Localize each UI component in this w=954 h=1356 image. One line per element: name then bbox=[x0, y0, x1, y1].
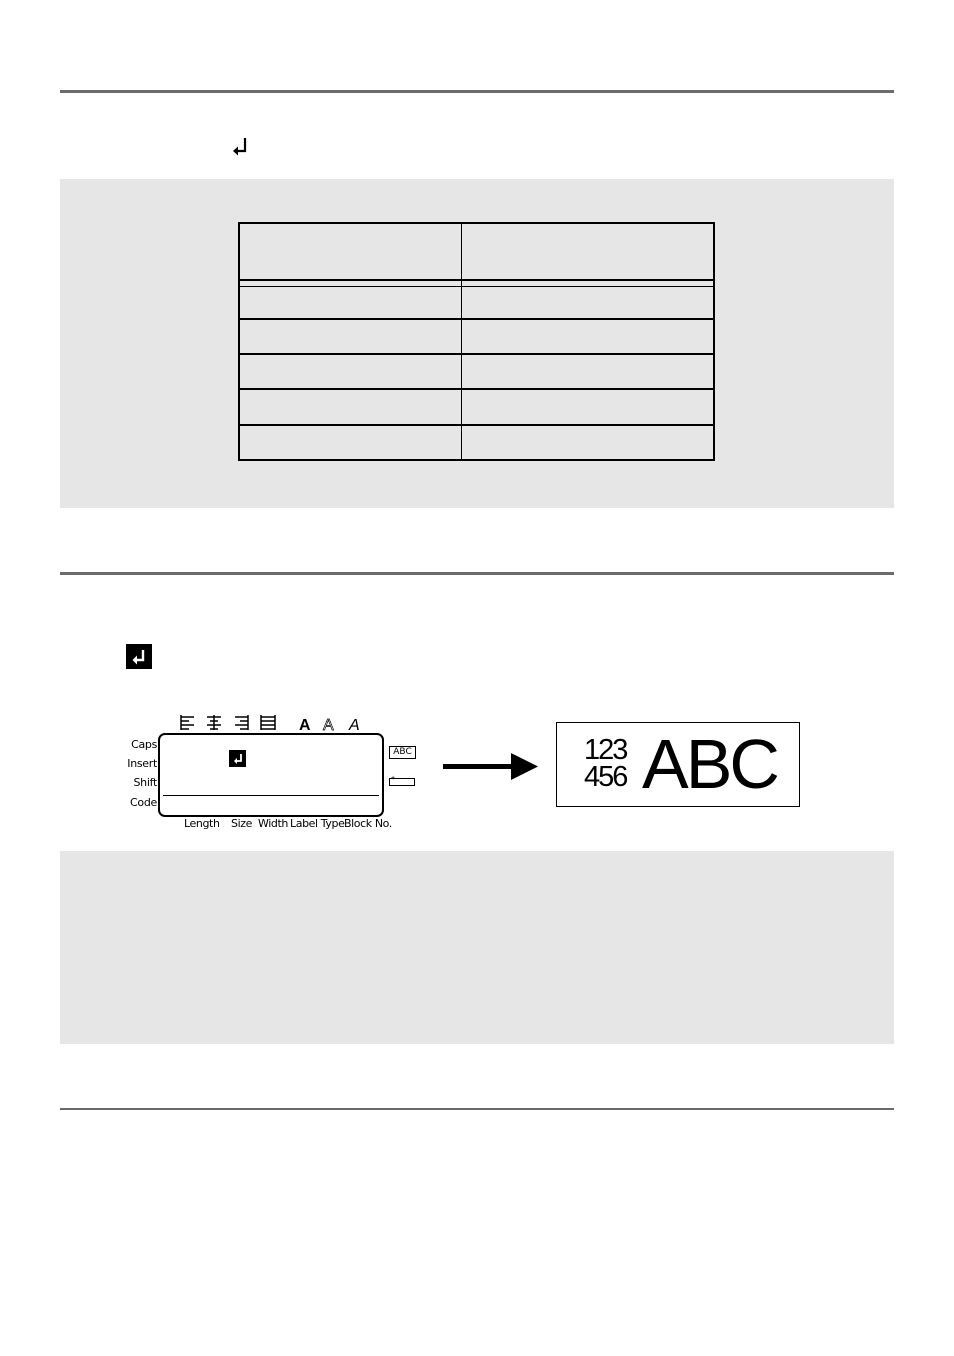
table-row-rule bbox=[240, 353, 713, 355]
align-left-icon bbox=[181, 715, 194, 730]
label-line-2: 456 bbox=[584, 761, 627, 793]
battery-icon: + bbox=[389, 778, 415, 786]
return-key-inverted-icon bbox=[126, 644, 152, 669]
lcd-label-code: Code bbox=[130, 796, 157, 809]
align-right-icon bbox=[235, 715, 248, 730]
lcd-cursor-line bbox=[163, 795, 379, 796]
table-row-rule bbox=[240, 424, 713, 426]
align-center-icon bbox=[207, 715, 221, 730]
table-row-rule bbox=[240, 388, 713, 390]
lcd-label-caps: Caps bbox=[131, 738, 157, 751]
section-rule-top bbox=[60, 90, 894, 93]
bold-a-icon: A bbox=[299, 717, 311, 733]
lcd-label-shift: Shift bbox=[133, 776, 157, 789]
table-header-rule bbox=[240, 279, 713, 281]
lcd-label-insert: Insert bbox=[127, 757, 157, 770]
italic-a-icon: A bbox=[349, 717, 360, 733]
table-header-rule-second bbox=[240, 286, 713, 287]
lcd-label-label-type: Label Type bbox=[290, 817, 345, 830]
table-row-rule bbox=[240, 318, 713, 320]
arrow-right-icon bbox=[443, 752, 539, 782]
style-icons-row bbox=[178, 713, 368, 733]
lcd-return-icon bbox=[229, 750, 246, 767]
return-key-icon bbox=[231, 136, 249, 158]
section-rule-middle bbox=[60, 572, 894, 575]
lcd-frame bbox=[158, 733, 384, 817]
lcd-abc-indicator: ABC bbox=[389, 746, 416, 759]
label-line-1: 123 bbox=[584, 734, 627, 766]
section-rule-bottom bbox=[60, 1108, 894, 1110]
lcd-label-length: Length bbox=[184, 817, 220, 830]
outline-a-icon: A bbox=[323, 717, 334, 733]
shaded-panel-bottom bbox=[60, 851, 894, 1044]
align-justify-icon bbox=[261, 715, 275, 730]
lcd-label-size: Size bbox=[231, 817, 252, 830]
lcd-label-block-no: Block No. bbox=[344, 817, 392, 830]
settings-table bbox=[238, 222, 715, 461]
label-big-text: ABC bbox=[642, 725, 777, 803]
label-small-lines bbox=[584, 734, 627, 793]
lcd-label-width: Width bbox=[258, 817, 288, 830]
